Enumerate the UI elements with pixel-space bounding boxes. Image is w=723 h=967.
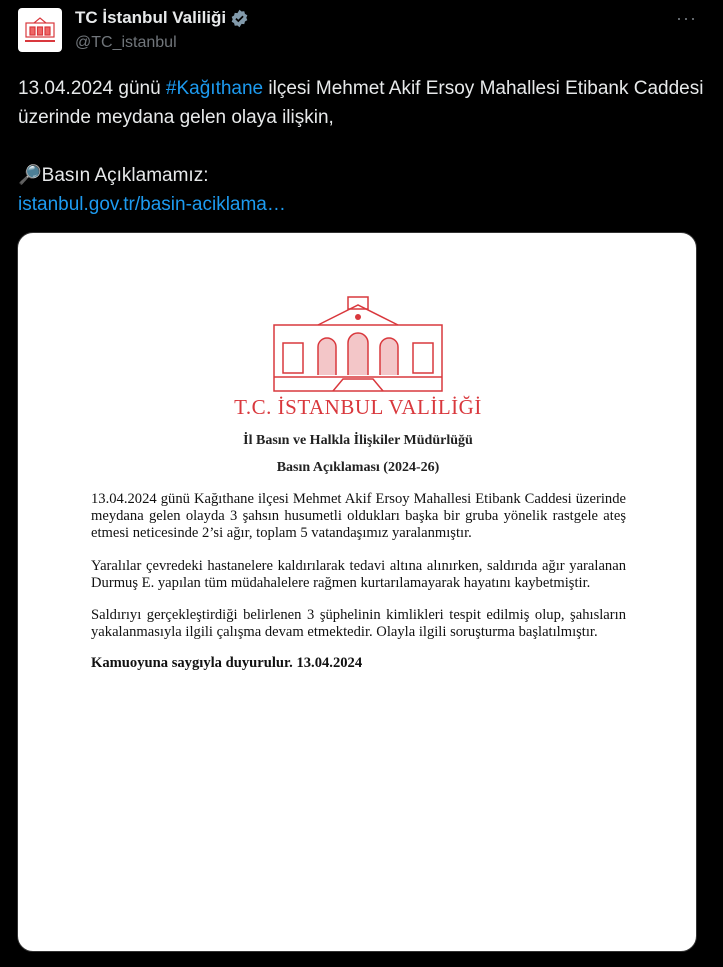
building-logo-icon [22, 15, 58, 45]
document-paragraph: Saldırıyı gerçekleştirdiği belirlenen 3 şüphelinin kimlikleri tespit edilmiş olup, şahısların yakalanmasıyla ilgili çalışma devam etmektedir. Olayla ilgili soruşturma başlatılmıştır. [91, 607, 626, 640]
press-release-link[interactable]: istanbul.gov.tr/basin-aciklama… [18, 194, 286, 215]
account-name[interactable] [75, 8, 249, 28]
attached-image[interactable] [17, 232, 697, 952]
document-closing: Kamuoyuna saygıyla duyurulur. 13.04.2024 [91, 655, 363, 671]
account-name-text: TC İstanbul Valiliği [75, 8, 227, 27]
verified-badge-icon [230, 9, 249, 28]
document-paragraph: Yaralılar çevredeki hastanelere kaldırılarak tedavi altına alınırken, saldırıda ağır yaralanan Durmuş E. yapılan tüm müdahalelere rağmen kurtarılamayarak hayatını kaybetmiştir. [91, 558, 626, 591]
tweet-text-part: ilçesi Mehmet Akif Ersoy Mahallesi Etibank Caddesi üzerinde meydana gelen olaya ilişkin, [18, 78, 704, 128]
tweet-text-part: 🔎Basın Açıklamamız: [18, 165, 209, 186]
logo-text: T.C. İSTANBUL VALİLİĞİ [234, 395, 482, 419]
tweet-text-part: 13.04.2024 günü [18, 78, 166, 99]
tweet-text [18, 74, 708, 219]
document-subheading: Basın Açıklaması (2024-26) [276, 460, 440, 475]
avatar[interactable] [18, 8, 62, 52]
document-heading: İl Basın ve Halkla İlişkiler Müdürlüğü [243, 433, 473, 448]
account-handle[interactable]: @TC_istanbul [75, 34, 177, 51]
document-paragraph: 13.04.2024 günü Kağıthane ilçesi Mehmet Akif Ersoy Mahallesi Etibank Caddesi üzerinde meydana gelen olayda 3 şahsın husumetli oldukları başka bir gruba yönelik rastgele ateş etmesi neticesinde 2’si ağır, toplam 5 vatandaşımız yaralanmıştır. [91, 491, 626, 541]
hashtag-link[interactable]: #Kağıthane [165, 78, 264, 99]
governorate-building-logo-icon [273, 295, 443, 393]
more-options-icon[interactable]: ··· [676, 8, 697, 28]
